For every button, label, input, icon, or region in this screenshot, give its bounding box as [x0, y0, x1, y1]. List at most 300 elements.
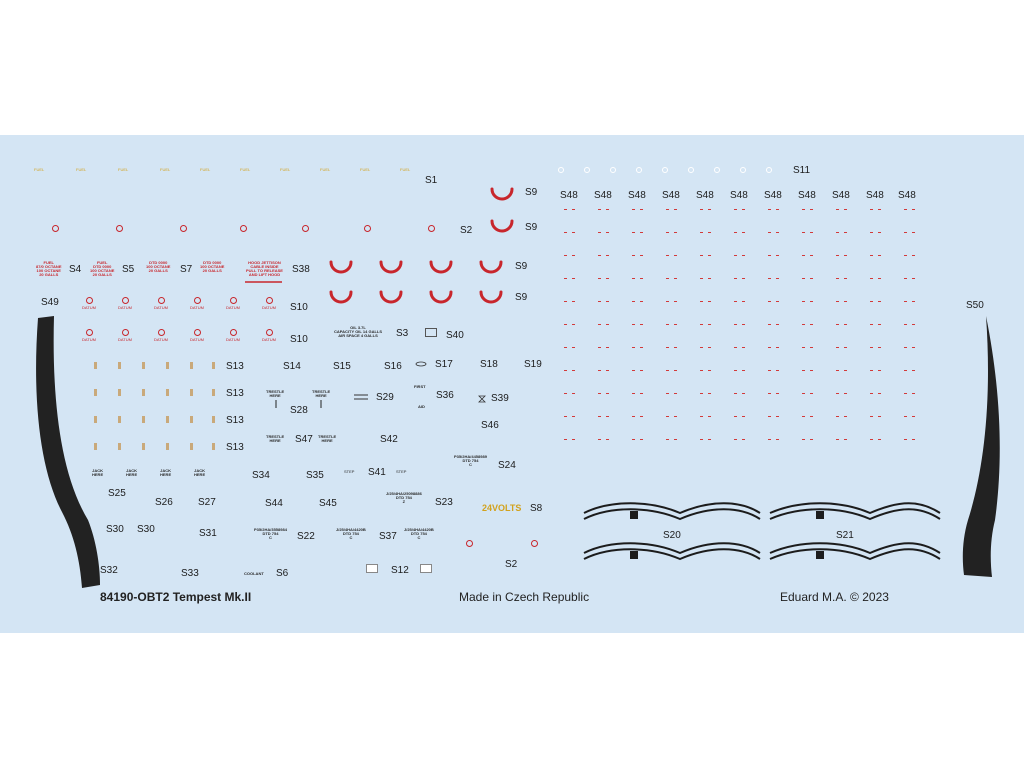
- s33-label: S33: [181, 568, 199, 579]
- s48-dash: [606, 301, 609, 302]
- s48-dash: [666, 393, 669, 394]
- s48-dash: [742, 393, 745, 394]
- s48-dash: [564, 255, 567, 256]
- datum-text: DATUM: [82, 305, 96, 310]
- s48-dash: [632, 439, 635, 440]
- s13-stub: [190, 443, 193, 450]
- s2-circle: [52, 225, 59, 232]
- s48-dash: [598, 209, 601, 210]
- s48-dash: [666, 232, 669, 233]
- s48-dash: [768, 416, 771, 417]
- s48-dash: [700, 439, 703, 440]
- s48-dash: [734, 232, 737, 233]
- s48-dash: [606, 324, 609, 325]
- s1-stencil: FUEL: [320, 167, 331, 172]
- s48-dash: [674, 416, 677, 417]
- s48-dash: [912, 347, 915, 348]
- s48-dash: [844, 370, 847, 371]
- s48-dash: [844, 324, 847, 325]
- s9-label: S9: [515, 292, 528, 303]
- s36-label: S36: [436, 390, 454, 401]
- s48-dash: [802, 393, 805, 394]
- s38-label: S38: [292, 264, 310, 275]
- s13-stub: [166, 416, 169, 423]
- s2-circle: [428, 225, 435, 232]
- jack-stencil: JACK HERE: [194, 468, 206, 477]
- s24-label: S24: [498, 460, 516, 471]
- s32-label: S32: [100, 565, 118, 576]
- s48-dash: [836, 324, 839, 325]
- s48-dash: [572, 370, 575, 371]
- s48-dash: [742, 278, 745, 279]
- s48-dash: [904, 439, 907, 440]
- s13-stub: [118, 389, 121, 396]
- s48-dash: [666, 370, 669, 371]
- s48-dash: [632, 232, 635, 233]
- s48-dash: [640, 393, 643, 394]
- trestle-stencil: TRESTLE HERE: [318, 434, 337, 443]
- s48-dash: [870, 416, 873, 417]
- s49-strip: [36, 316, 100, 588]
- s48-dash: [606, 232, 609, 233]
- s2-circle: [364, 225, 371, 232]
- s48-dash: [768, 370, 771, 371]
- s48-dash: [640, 370, 643, 371]
- s48-dash: [564, 278, 567, 279]
- s48-dash: [564, 393, 567, 394]
- s48-dash: [912, 324, 915, 325]
- s6-label: S6: [276, 568, 289, 579]
- datum-text: DATUM: [262, 305, 276, 310]
- s48-dash: [802, 232, 805, 233]
- s48-dash: [632, 370, 635, 371]
- s48-dash: [734, 301, 737, 302]
- s48-dash: [572, 301, 575, 302]
- s48-dash: [878, 393, 881, 394]
- harness-buckle: [630, 551, 638, 559]
- datum-text: DATUM: [262, 337, 276, 342]
- datum-circle: [158, 329, 165, 336]
- s48-dash: [776, 324, 779, 325]
- s48-dash: [632, 301, 635, 302]
- s13-stub: [166, 443, 169, 450]
- s13-label: S13: [226, 388, 244, 399]
- s48-dash: [708, 301, 711, 302]
- s19-label: S19: [524, 359, 542, 370]
- s48-dash: [666, 439, 669, 440]
- s7-label: S7: [180, 264, 193, 275]
- s48-dash: [572, 393, 575, 394]
- s9-arc: [492, 189, 512, 199]
- s48-dash: [776, 255, 779, 256]
- s3-stencil: OIL 3.7L CAPACITY OIL 14 GALLS AIR SPACE 4 GALLS: [334, 325, 383, 338]
- s48-dash: [734, 324, 737, 325]
- s48-dash: [666, 301, 669, 302]
- s48-dash: [870, 255, 873, 256]
- s13-stub: [190, 362, 193, 369]
- s48-dash: [844, 278, 847, 279]
- s9-arc: [381, 262, 401, 272]
- s48-dash: [776, 278, 779, 279]
- trestle-stencil: TRESTLE HERE: [312, 389, 331, 398]
- s48-dash: [700, 232, 703, 233]
- s48-dash: [564, 439, 567, 440]
- s48-dash: [598, 301, 601, 302]
- s48-dash: [836, 347, 839, 348]
- datum-circle: [266, 297, 273, 304]
- s9-arc: [331, 292, 351, 302]
- s48-dash: [674, 209, 677, 210]
- s48-dash: [870, 324, 873, 325]
- s48-dash: [640, 347, 643, 348]
- s1-stencil: FUEL: [280, 167, 291, 172]
- datum-text: DATUM: [154, 305, 168, 310]
- s48-dash: [632, 416, 635, 417]
- s48-dash: [878, 347, 881, 348]
- datum-circle: [86, 297, 93, 304]
- s48-dash: [912, 278, 915, 279]
- harness-buckle: [816, 511, 824, 519]
- s48-dash: [640, 255, 643, 256]
- s48-dash: [810, 232, 813, 233]
- datum-circle: [86, 329, 93, 336]
- s48-dash: [836, 232, 839, 233]
- s23-stencil: J/25/4HA/25098886 DTD 754 Z: [386, 491, 422, 504]
- s48-dash: [810, 255, 813, 256]
- s48-dash: [700, 301, 703, 302]
- s48-dash: [904, 347, 907, 348]
- s48-dash: [836, 439, 839, 440]
- s13-stub: [118, 443, 121, 450]
- s47-label: S47: [295, 434, 313, 445]
- s48-dash: [708, 347, 711, 348]
- s48-dash: [836, 255, 839, 256]
- s48-dash: [640, 324, 643, 325]
- harness-buckle: [630, 511, 638, 519]
- coolant-stencil: COOLANT: [244, 571, 264, 576]
- s48-dash: [904, 416, 907, 417]
- s48-dash: [674, 393, 677, 394]
- first-aid-stencil: FIRST: [414, 384, 426, 389]
- s48-dash: [776, 393, 779, 394]
- datum-circle: [266, 329, 273, 336]
- s48-dash: [666, 278, 669, 279]
- s13-stub: [190, 416, 193, 423]
- s48-dash: [802, 370, 805, 371]
- s48-dash: [598, 278, 601, 279]
- s48-dash: [912, 232, 915, 233]
- datum-circle: [230, 329, 237, 336]
- s48-dash: [606, 255, 609, 256]
- s16-label: S16: [384, 361, 402, 372]
- s27-label: S27: [198, 497, 216, 508]
- s48-dash: [836, 301, 839, 302]
- s11-circle: [714, 167, 720, 173]
- s17-label: S17: [435, 359, 453, 370]
- s48-dash: [564, 301, 567, 302]
- s48-dash: [802, 416, 805, 417]
- s48-dash: [742, 370, 745, 371]
- s48-dash: [700, 416, 703, 417]
- trestle-stencil: TRESTLE HERE: [266, 434, 285, 443]
- s48-dash: [904, 209, 907, 210]
- s48-label: S48: [832, 190, 850, 201]
- maker-name: Eduard M.A.: [780, 590, 847, 604]
- s48-dash: [674, 278, 677, 279]
- s48-dash: [666, 255, 669, 256]
- s48-dash: [836, 393, 839, 394]
- s1-stencil: FUEL: [160, 167, 171, 172]
- s48-dash: [734, 347, 737, 348]
- s48-dash: [708, 324, 711, 325]
- s11-circle: [584, 167, 590, 173]
- s48-dash: [870, 301, 873, 302]
- s48-dash: [870, 439, 873, 440]
- s48-dash: [708, 278, 711, 279]
- s13-stub: [142, 443, 145, 450]
- jack-stencil: JACK HERE: [160, 468, 172, 477]
- s48-dash: [564, 209, 567, 210]
- s11-circle: [766, 167, 772, 173]
- s48-dash: [598, 347, 601, 348]
- s48-dash: [640, 232, 643, 233]
- s17-marking: [416, 362, 426, 366]
- s48-dash: [674, 347, 677, 348]
- s48-dash: [810, 393, 813, 394]
- s48-dash: [810, 278, 813, 279]
- s45-label: S45: [319, 498, 337, 509]
- s48-dash: [776, 370, 779, 371]
- s48-dash: [768, 209, 771, 210]
- s9-label: S9: [525, 187, 538, 198]
- jack-stencil: JACK HERE: [92, 468, 104, 477]
- s48-dash: [802, 439, 805, 440]
- s48-dash: [632, 278, 635, 279]
- s11-circle: [558, 167, 564, 173]
- s48-dash: [564, 324, 567, 325]
- datum-circle: [122, 297, 129, 304]
- s48-dash: [844, 439, 847, 440]
- s22-label: S22: [297, 531, 315, 542]
- s48-dash: [734, 209, 737, 210]
- s48-dash: [674, 439, 677, 440]
- s13-stub: [212, 443, 215, 450]
- s48-dash: [606, 209, 609, 210]
- s48-label: S48: [594, 190, 612, 201]
- s48-dash: [742, 301, 745, 302]
- s48-dash: [768, 255, 771, 256]
- s48-dash: [810, 347, 813, 348]
- s48-dash: [632, 209, 635, 210]
- s48-dash: [878, 324, 881, 325]
- product-code: 84190-OBT2 Tempest Mk.II: [100, 590, 252, 604]
- s48-dash: [564, 370, 567, 371]
- s48-dash: [674, 301, 677, 302]
- s48-dash: [572, 416, 575, 417]
- s48-dash: [572, 255, 575, 256]
- s48-dash: [598, 232, 601, 233]
- s48-dash: [912, 209, 915, 210]
- s13-stub: [212, 416, 215, 423]
- s48-dash: [606, 370, 609, 371]
- s48-dash: [606, 416, 609, 417]
- s48-dash: [742, 232, 745, 233]
- datum-circle: [194, 329, 201, 336]
- s40-label: S40: [446, 330, 464, 341]
- s11-label: S11: [793, 165, 811, 176]
- s12-tag: [366, 564, 378, 573]
- s48-dash: [564, 232, 567, 233]
- s48-dash: [878, 439, 881, 440]
- s48-dash: [878, 416, 881, 417]
- s11-circle: [636, 167, 642, 173]
- s48-dash: [912, 255, 915, 256]
- s39-marking: [479, 396, 485, 402]
- s48-dash: [912, 439, 915, 440]
- s21-harness: [770, 549, 940, 559]
- datum-text: DATUM: [190, 337, 204, 342]
- s9-arc: [492, 221, 512, 231]
- s48-dash: [870, 347, 873, 348]
- s48-dash: [598, 416, 601, 417]
- s48-dash: [700, 209, 703, 210]
- s48-dash: [640, 416, 643, 417]
- s48-label: S48: [798, 190, 816, 201]
- s48-dash: [700, 324, 703, 325]
- s14-label: S14: [283, 361, 301, 372]
- s48-dash: [572, 324, 575, 325]
- s48-dash: [708, 393, 711, 394]
- s48-dash: [844, 347, 847, 348]
- s48-dash: [836, 416, 839, 417]
- s48-dash: [776, 209, 779, 210]
- datum-text: DATUM: [226, 337, 240, 342]
- s11-circle: [662, 167, 668, 173]
- s48-dash: [904, 278, 907, 279]
- s48-dash: [870, 278, 873, 279]
- s9-arc: [331, 262, 351, 272]
- s48-dash: [870, 393, 873, 394]
- s48-dash: [700, 393, 703, 394]
- s48-dash: [768, 324, 771, 325]
- s48-dash: [810, 416, 813, 417]
- s48-dash: [802, 278, 805, 279]
- s48-dash: [878, 209, 881, 210]
- s9-arc: [481, 262, 501, 272]
- s48-dash: [768, 393, 771, 394]
- s48-dash: [734, 393, 737, 394]
- s48-label: S48: [730, 190, 748, 201]
- s48-dash: [904, 324, 907, 325]
- s48-dash: [810, 301, 813, 302]
- s21-harness: [770, 509, 940, 519]
- s48-dash: [666, 209, 669, 210]
- s1-stencil: FUEL: [34, 167, 45, 172]
- s48-dash: [572, 439, 575, 440]
- s48-dash: [666, 324, 669, 325]
- s48-dash: [742, 209, 745, 210]
- step-stencil: STEP: [396, 469, 407, 474]
- s13-stub: [142, 362, 145, 369]
- s28-label: S28: [290, 405, 308, 416]
- s13-stub: [142, 389, 145, 396]
- s3-label: S3: [396, 328, 409, 339]
- s9-label: S9: [515, 261, 528, 272]
- s13-stub: [118, 416, 121, 423]
- s12-label: S12: [391, 565, 409, 576]
- s48-dash: [708, 370, 711, 371]
- s34-label: S34: [252, 470, 270, 481]
- s42-label: S42: [380, 434, 398, 445]
- s48-dash: [734, 255, 737, 256]
- s48-dash: [742, 255, 745, 256]
- s50-strip: [958, 316, 1000, 577]
- s8-label: S8: [530, 503, 543, 514]
- s13-stub: [190, 389, 193, 396]
- s48-dash: [598, 255, 601, 256]
- s50-label: S50: [966, 300, 984, 311]
- s48-dash: [700, 278, 703, 279]
- s48-dash: [708, 209, 711, 210]
- first-aid-stencil: AID: [418, 404, 425, 409]
- s48-dash: [836, 278, 839, 279]
- s48-label: S48: [764, 190, 782, 201]
- s11-circle: [688, 167, 694, 173]
- datum-text: DATUM: [82, 337, 96, 342]
- s40-marking: [425, 328, 437, 337]
- s48-dash: [776, 416, 779, 417]
- s48-dash: [810, 439, 813, 440]
- s9-arc: [431, 262, 451, 272]
- s48-dash: [878, 278, 881, 279]
- s1-stencil: FUEL: [240, 167, 251, 172]
- s48-dash: [666, 347, 669, 348]
- datum-text: DATUM: [118, 337, 132, 342]
- s30-label: S30: [106, 524, 124, 535]
- s1-stencil: FUEL: [400, 167, 411, 172]
- s13-label: S13: [226, 415, 244, 426]
- s9-arc: [431, 292, 451, 302]
- s48-dash: [674, 232, 677, 233]
- s48-dash: [802, 324, 805, 325]
- s48-dash: [870, 209, 873, 210]
- s31-label: S31: [199, 528, 217, 539]
- s2-label: S2: [505, 559, 518, 570]
- s48-dash: [700, 370, 703, 371]
- s29-label: S29: [376, 392, 394, 403]
- s48-label: S48: [662, 190, 680, 201]
- s48-dash: [878, 232, 881, 233]
- s21-label: S21: [836, 530, 854, 541]
- s48-dash: [632, 324, 635, 325]
- s48-dash: [700, 255, 703, 256]
- s35-label: S35: [306, 470, 324, 481]
- s48-dash: [742, 347, 745, 348]
- s48-dash: [870, 232, 873, 233]
- s1-stencil: FUEL: [76, 167, 87, 172]
- s48-dash: [802, 301, 805, 302]
- s48-label: S48: [628, 190, 646, 201]
- s13-stub: [212, 389, 215, 396]
- s13-label: S13: [226, 442, 244, 453]
- s8-stencil: 24VOLTS: [482, 503, 522, 513]
- s48-dash: [802, 347, 805, 348]
- s48-dash: [810, 370, 813, 371]
- s13-stub: [94, 416, 97, 423]
- s4-label: S4: [69, 264, 82, 275]
- s48-dash: [742, 324, 745, 325]
- s48-dash: [768, 439, 771, 440]
